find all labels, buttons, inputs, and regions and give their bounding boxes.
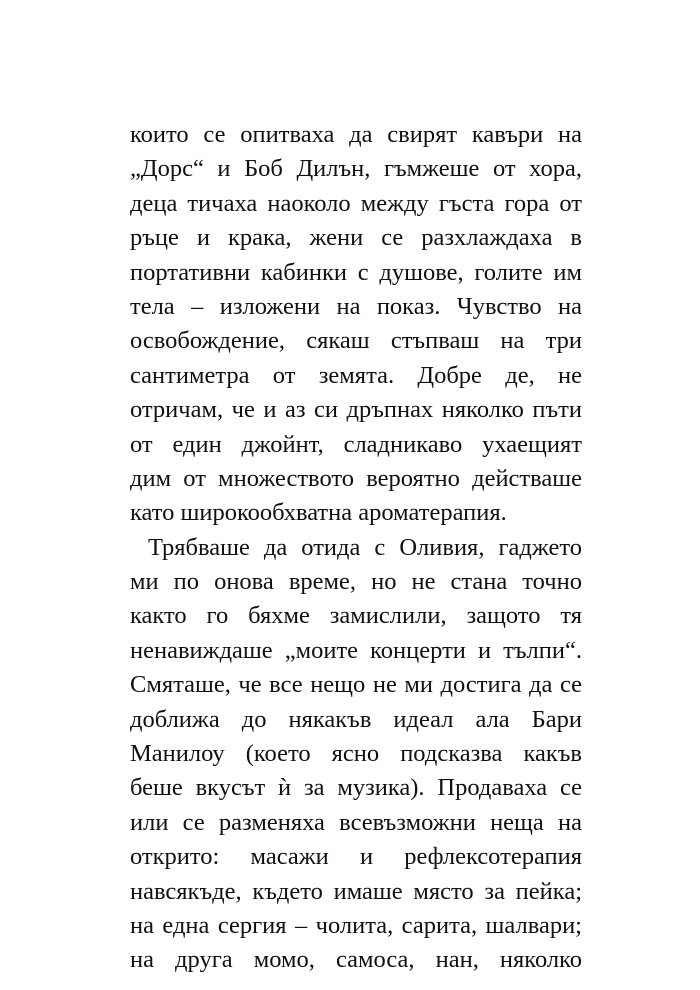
text-line: Манилоу (което ясно подсказва какъв bbox=[130, 740, 582, 768]
text-line: доближа до някакъв идеал ала Бари bbox=[130, 705, 582, 733]
text-line: ръце и крака, жени се разхлаждаха в bbox=[130, 224, 582, 252]
text-line: Смяташе, че все нещо не ми достига да се bbox=[130, 671, 582, 699]
text-line: или се разменяха всевъзможни неща на bbox=[130, 808, 582, 836]
text-line: които се опитваха да свирят кавъри на bbox=[130, 121, 582, 148]
paragraph-start-line: Трябваше да отида с Оливия, гаджето bbox=[148, 533, 582, 561]
text-line: портативни кабинки с душове, голите им bbox=[130, 258, 582, 286]
text-line: на една сергия – чолита, сарита, шалвари; bbox=[130, 911, 582, 939]
text-line: сантиметра от земята. Добре де, не bbox=[130, 361, 582, 389]
text-line: навсякъде, където имаше място за пейка; bbox=[130, 877, 582, 905]
text-line: дим от множеството вероятно действаше bbox=[130, 464, 582, 492]
text-line: на друга момо, самоса, нан, няколко bbox=[130, 946, 582, 974]
text-line: деца тичаха наоколо между гъста гора от bbox=[130, 189, 582, 217]
body-text bbox=[130, 118, 582, 978]
text-line: освобождение, сякаш стъпваш на три bbox=[130, 327, 582, 355]
text-line: отричам, че и аз си дръпнах няколко пъти bbox=[130, 396, 582, 424]
text-line: ненавиждаше „моите концерти и тълпи“. bbox=[130, 636, 582, 664]
text-line: от един джойнт, сладникаво ухаещият bbox=[130, 430, 582, 458]
text-line: открито: масажи и рефлексотерапия bbox=[130, 843, 582, 871]
text-line: беше вкусът ѝ за музика). Продаваха се bbox=[130, 774, 582, 802]
paragraph-end-line: като широкообхватна ароматерапия. bbox=[130, 499, 507, 527]
text-line: ми по онова време, но не стана точно bbox=[130, 568, 582, 596]
text-line: „Дорс“ и Боб Дилън, гъмжеше от хора, bbox=[130, 155, 582, 183]
text-line: както го бяхме замислили, защото тя bbox=[130, 602, 582, 630]
text-line: тела – изложени на показ. Чувство на bbox=[130, 292, 582, 320]
